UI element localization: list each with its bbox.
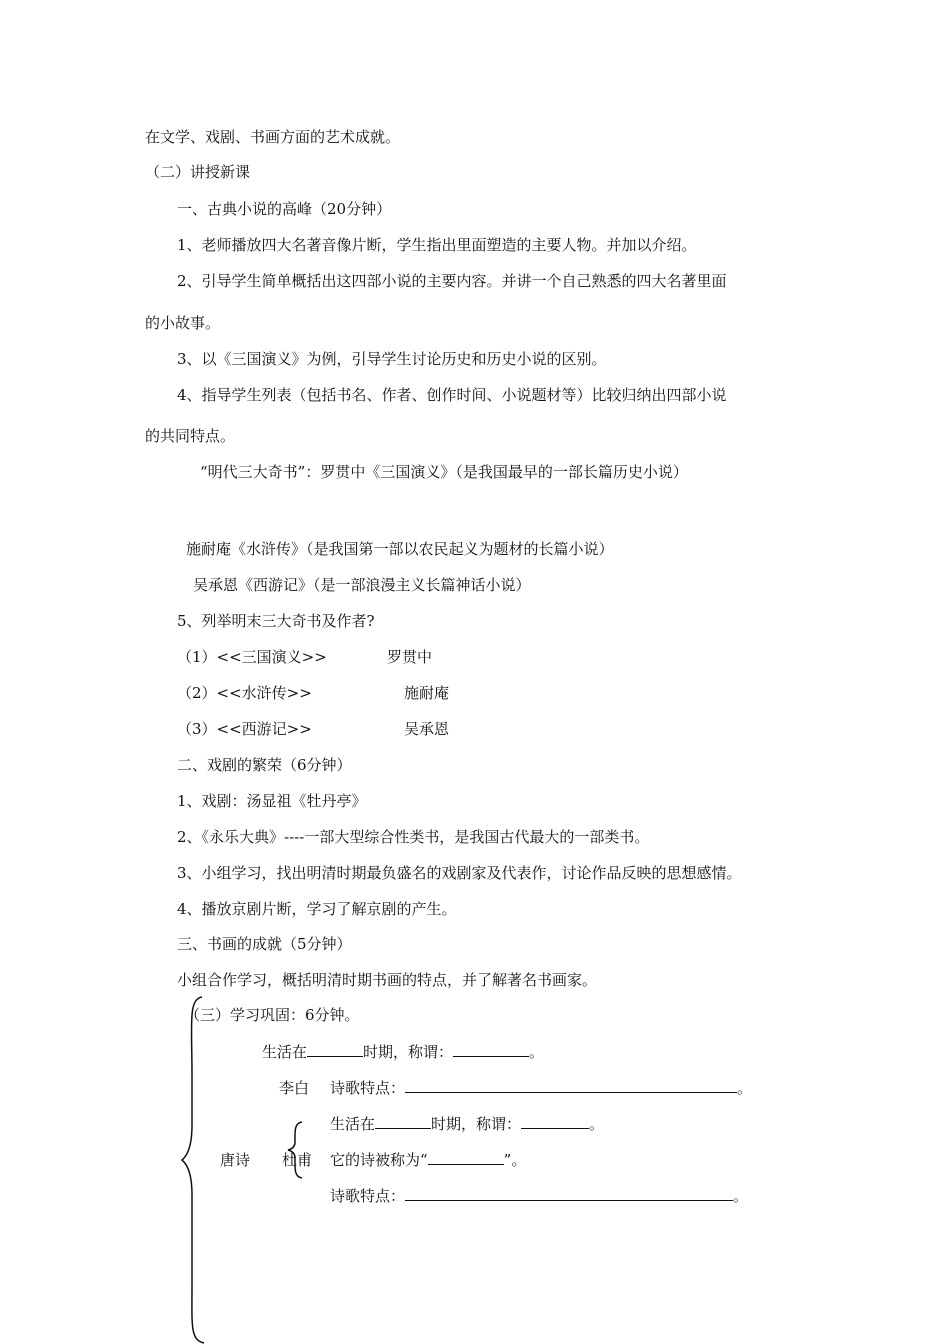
- libai-label: 李白: [279, 1079, 310, 1097]
- label-poem-feature: 诗歌特点：: [330, 1187, 406, 1205]
- label-end: 。: [733, 1187, 749, 1205]
- blank-field[interactable]: [521, 1114, 589, 1129]
- tang-poem-label: 唐诗: [220, 1151, 251, 1169]
- label-period: 时期，称谓：: [363, 1043, 454, 1061]
- part3-heading: 三、书画的成就（5分钟）: [177, 935, 352, 953]
- label-end: 。: [737, 1079, 753, 1097]
- blank-field[interactable]: [307, 1042, 363, 1057]
- part1-item: 3、以《三国演义》为例，引导学生讨论历史和历史小说的区别。: [177, 350, 607, 368]
- dufu-period-line: [330, 1114, 604, 1134]
- blank-field[interactable]: [375, 1114, 431, 1129]
- book-title: （3）<<西游记>>: [177, 720, 312, 738]
- qishu-line: “明代三大奇书”：罗贯中《三国演义》（是我国最早的一部长篇历史小说）: [200, 463, 688, 481]
- part2-item: 4、播放京剧片断，学习了解京剧的产生。: [177, 900, 457, 918]
- blank-field[interactable]: [405, 1078, 737, 1093]
- part2-item: 3、小组学习，找出明清时期最负盛名的戏剧家及代表作，讨论作品反映的思想感情。: [177, 864, 742, 882]
- label-poem-called: 它的诗被称为“: [330, 1151, 428, 1169]
- blank-field[interactable]: [428, 1150, 504, 1165]
- part1-item: 1、老师播放四大名著音像片断，学生指出里面塑造的主要人物。并加以介绍。: [177, 236, 697, 254]
- blank-field[interactable]: [405, 1186, 733, 1201]
- part1-item-cont: 的共同特点。: [145, 427, 236, 445]
- label-end: 。: [589, 1115, 605, 1133]
- dufu-called-line: [330, 1150, 526, 1170]
- label-poem-feature: 诗歌特点：: [330, 1079, 406, 1097]
- large-brace-icon: [180, 995, 210, 1344]
- part3-item: 小组合作学习，概括明清时期书画的特点，并了解著名书画家。: [177, 971, 598, 989]
- part2-item: 2、《永乐大典》----一部大型综合性类书，是我国古代最大的一部类书。: [177, 828, 650, 846]
- qishu-line: 吴承恩《西游记》（是一部浪漫主义长篇神话小说）: [193, 576, 531, 594]
- dufu-feature-line: [330, 1186, 748, 1206]
- part1-item: 2、引导学生简单概括出这四部小说的主要内容。并讲一个自己熟悉的四大名著里面: [177, 272, 727, 290]
- label-live-in: 生活在: [330, 1115, 376, 1133]
- part2-heading: 二、戏剧的繁荣（6分钟）: [177, 756, 352, 774]
- label-live-in: 生活在: [262, 1043, 308, 1061]
- part1-item: 5、列举明末三大奇书及作者?: [177, 612, 375, 630]
- book-author: 罗贯中: [387, 648, 433, 666]
- label-poem-called-end: ”。: [503, 1151, 527, 1169]
- dufu-label: 杜甫: [282, 1151, 313, 1169]
- section-heading: （二）讲授新课: [145, 163, 251, 181]
- part2-item: 1、戏剧：汤显祖《牡丹亭》: [177, 792, 367, 810]
- part1-item: 4、指导学生列表（包括书名、作者、创作时间、小说题材等）比较归纳出四部小说: [177, 386, 727, 404]
- libai-period-line: [262, 1042, 544, 1062]
- qishu-line: 施耐庵《水浒传》（是我国第一部以农民起义为题材的长篇小说）: [186, 540, 614, 558]
- label-end: 。: [529, 1043, 545, 1061]
- libai-feature-line: [330, 1078, 752, 1098]
- book-author: 施耐庵: [404, 684, 450, 702]
- book-author: 吴承恩: [404, 720, 450, 738]
- book-title: （2）<<水浒传>>: [177, 684, 312, 702]
- part1-heading: 一、古典小说的高峰（20分钟）: [177, 200, 392, 218]
- exercise-heading: （三）学习巩固：6分钟。: [185, 1006, 360, 1024]
- part1-item-cont: 的小故事。: [145, 314, 221, 332]
- book-title: （1）<<三国演义>>: [177, 648, 327, 666]
- blank-field[interactable]: [453, 1042, 529, 1057]
- intro-line: 在文学、戏剧、书画方面的艺术成就。: [145, 128, 401, 146]
- label-period: 时期，称谓：: [431, 1115, 522, 1133]
